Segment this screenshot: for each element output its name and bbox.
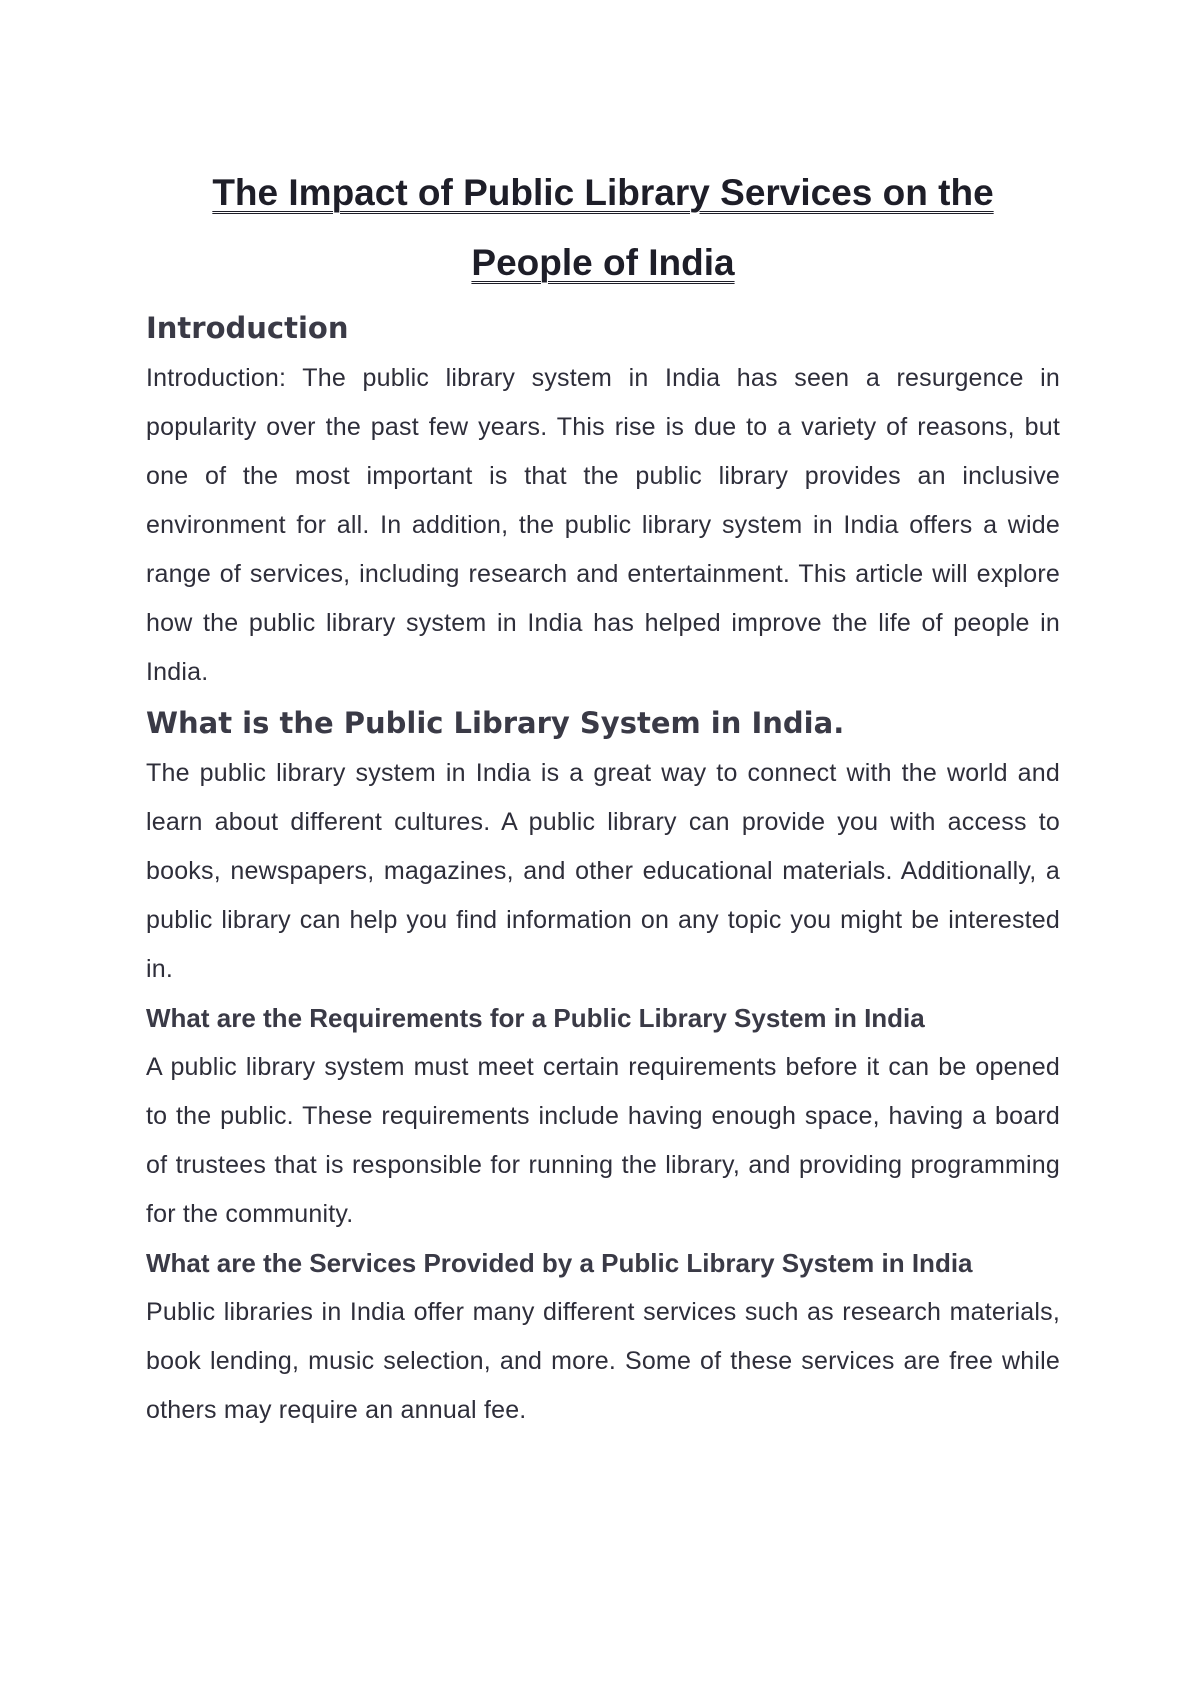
section-text-what-is-system: The public library system in India is a great way to connect with the world and learn about different cultures. A public library can provide you with access to books, newspapers, magazines, and other educational materials. Additionally, a public library can help you find information on any topic you might be interested in. [146, 759, 1060, 983]
section-text-services: Public libraries in India offer many different services such as research materials, book lending, music selection, and more. Some of these services are free while others may require an annual fee. [146, 1298, 1060, 1424]
document-body [146, 158, 1060, 1435]
document-title-line-2: People of India [471, 242, 735, 283]
section-heading-services: What are the Services Provided by a Public Library System in India [146, 1248, 973, 1278]
section-heading-introduction: Introduction [146, 311, 349, 345]
section-text-requirements: A public library system must meet certain requirements before it can be opened to the public. These requirements include having enough space, having a board of trustees that is responsible for running the library, and providing programming for the community. [146, 1053, 1060, 1228]
document-title-line-1: The Impact of Public Library Services on the [212, 172, 994, 213]
section-heading-what-is-system: What is the Public Library System in India. [146, 706, 845, 740]
section-text-introduction: Introduction: The public library system in India has seen a resurgence in popularity over the past few years. This rise is due to a variety of reasons, but one of the most important is that the public library provides an inclusive environment for all. In addition, the public library system in India offers a wide range of services, including research and entertainment. This article will explore how the public library system in India has helped improve the life of people in India. [146, 364, 1060, 686]
document-title [146, 158, 1060, 298]
section-heading-requirements: What are the Requirements for a Public Library System in India [146, 1003, 925, 1033]
